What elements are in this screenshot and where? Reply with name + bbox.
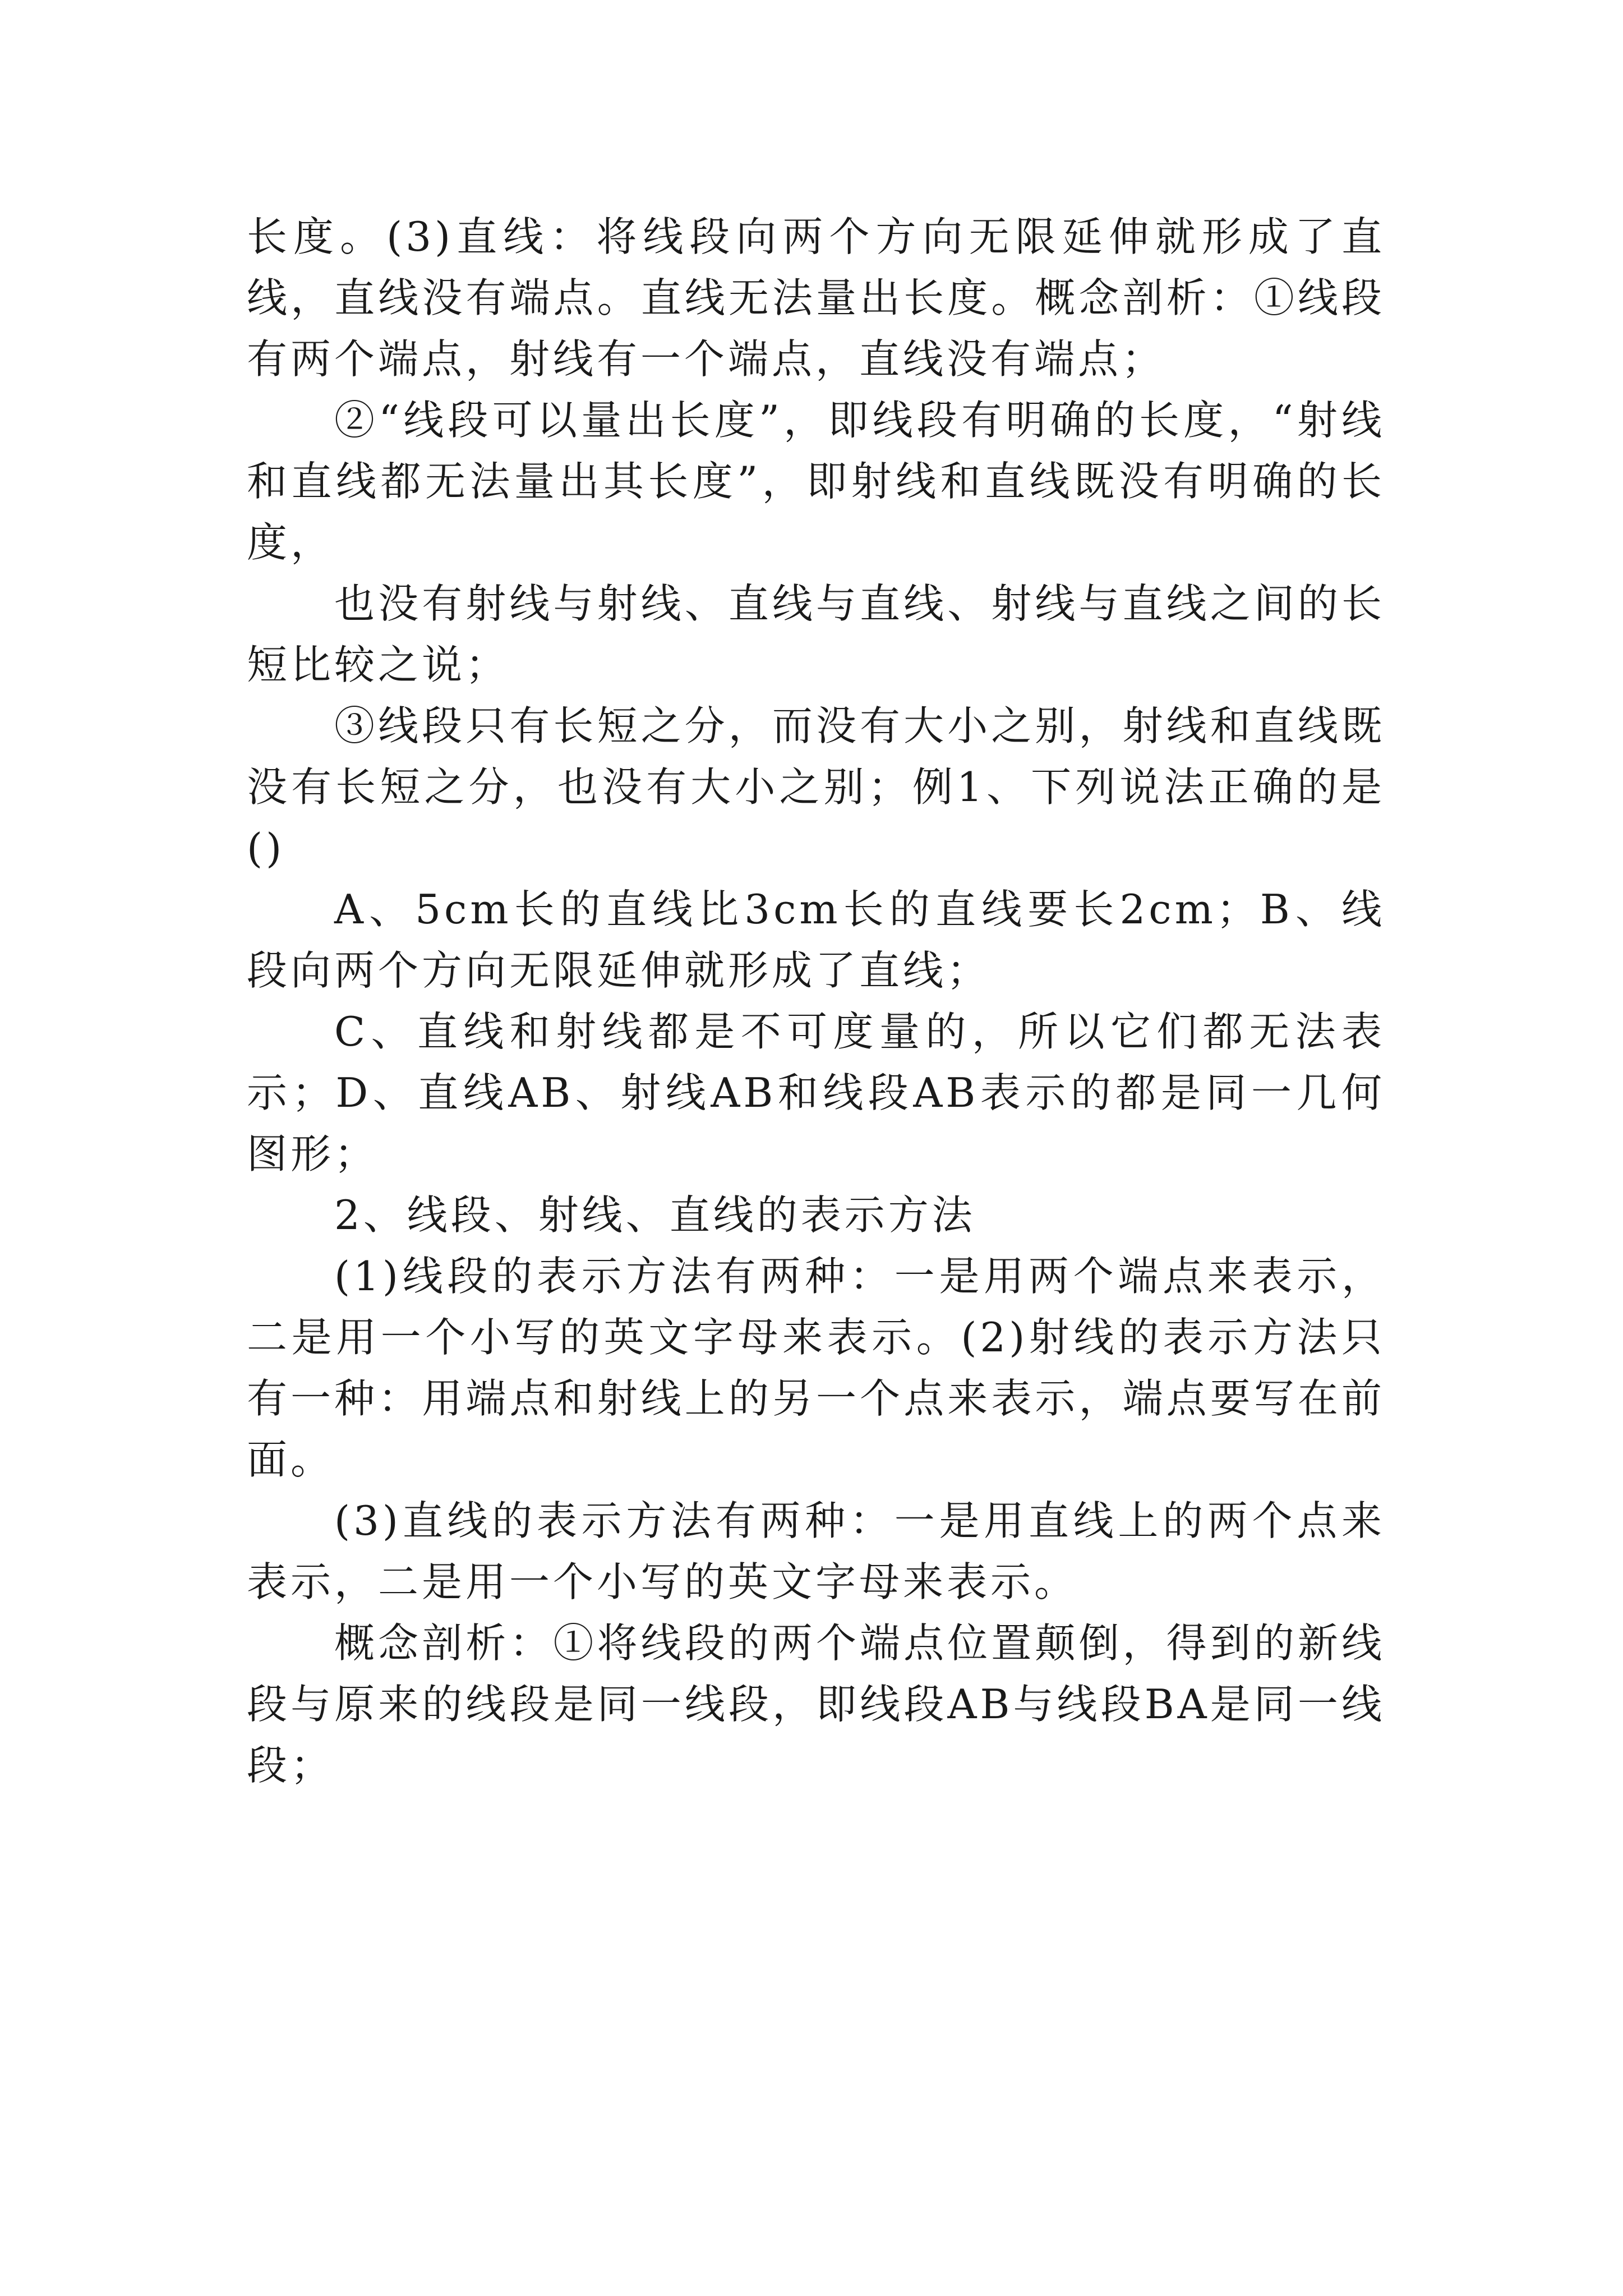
paragraph-4: ③线段只有长短之分，而没有大小之别，射线和直线既没有长短之分，也没有大小之别；例1、下列说法正确的是() xyxy=(247,702,1385,872)
paragraph-8: (1)线段的表示方法有两种：一是用两个端点来表示，二是用一个小写的英文字母来表示。(2)射线的表示方法只有一种：用端点和射线上的另一个点来表示，端点要写在前面。 xyxy=(247,1253,1385,1483)
paragraph-1: 长度。(3)直线：将线段向两个方向无限延伸就形成了直线，直线没有端点。直线无法量出长度。概念剖析：①线段有两个端点，射线有一个端点，直线没有端点； xyxy=(247,213,1385,383)
paragraph-10: 概念剖析：①将线段的两个端点位置颠倒，得到的新线段与原来的线段是同一线段，即线段AB与线段BA是同一线段； xyxy=(247,1619,1385,1789)
paragraph-6: C、直线和射线都是不可度量的，所以它们都无法表示；D、直线AB、射线AB和线段AB表示的都是同一几何图形； xyxy=(247,1008,1385,1177)
document-body xyxy=(247,206,1385,1796)
paragraph-2: ②“线段可以量出长度”，即线段有明确的长度，“射线和直线都无法量出其长度”，即射线和直线既没有明确的长度， xyxy=(247,397,1385,566)
paragraph-3: 也没有射线与射线、直线与直线、射线与直线之间的长短比较之说； xyxy=(247,580,1385,688)
paragraph-5: A、5cm长的直线比3cm长的直线要长2cm；B、线段向两个方向无限延伸就形成了直线； xyxy=(247,886,1385,994)
paragraph-9: (3)直线的表示方法有两种：一是用直线上的两个点来表示，二是用一个小写的英文字母来表示。 xyxy=(247,1497,1385,1605)
paragraph-7: 2、线段、射线、直线的表示方法 xyxy=(334,1191,976,1239)
